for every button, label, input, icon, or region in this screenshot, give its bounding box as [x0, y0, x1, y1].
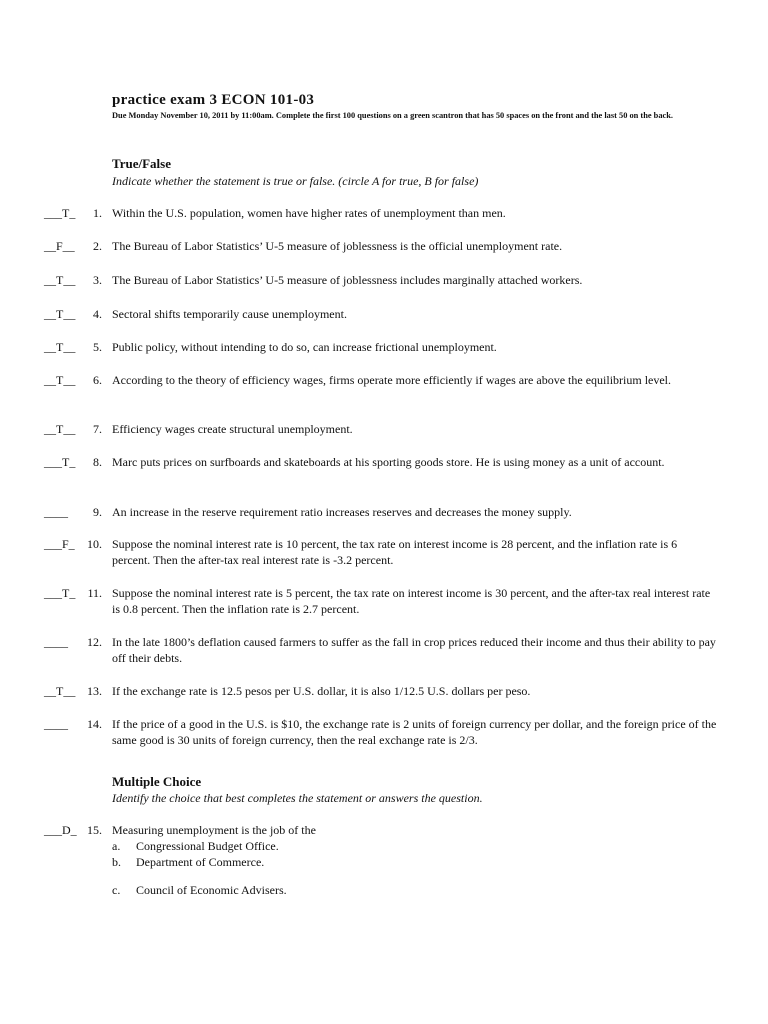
choice-text: Congressional Budget Office. [136, 839, 279, 853]
question-number: 12. [87, 635, 102, 649]
question-number: 13. [87, 684, 102, 698]
answer-blank[interactable]: ___F_ [44, 537, 75, 551]
answer-blank[interactable]: ___T_ [44, 586, 76, 600]
question-number: 10. [87, 537, 102, 551]
answer-choices [112, 838, 712, 898]
question-text: Suppose the nominal interest rate is 5 percent, the tax rate on interest income is 30 percent, and the after-tax real interest rate is 0.8 percent. Then the inflation rate is 2.7 percent. [112, 586, 711, 616]
answer-blank[interactable]: ____ [44, 505, 68, 519]
question-number: 2. [93, 239, 102, 253]
question-text: The Bureau of Labor Statistics’ U-5 measure of joblessness includes marginally attached workers. [112, 273, 583, 287]
question-number: 14. [87, 717, 102, 731]
answer-blank[interactable]: ____ [44, 635, 68, 649]
due-note: Due Monday November 10, 2011 by 11:00am. Complete the first 100 questions on a green scantron that has 50 spaces on the front and the last 50 on the back. [112, 111, 673, 120]
multiple-choice-heading: Multiple Choice [112, 774, 202, 789]
question-text: Sectoral shifts temporarily cause unemployment. [112, 307, 347, 321]
exam-title: practice exam 3 ECON 101-03 [112, 92, 315, 108]
answer-blank[interactable]: ___D_ [44, 823, 77, 837]
question-text: Measuring unemployment is the job of the [112, 823, 316, 837]
answer-blank[interactable]: __T__ [44, 307, 76, 321]
answer-blank[interactable]: ___T_ [44, 206, 76, 220]
question-text: Suppose the nominal interest rate is 10 percent, the tax rate on interest income is 28 percent, and the inflation rate is 6 percent. Then the after-tax real interest rate is -3.2 percent. [112, 537, 678, 567]
question-text: Efficiency wages create structural unemployment. [112, 422, 353, 436]
choice-letter: c. [112, 883, 121, 897]
choice-c[interactable] [112, 882, 712, 898]
question-text: Public policy, without intending to do so, can increase frictional unemployment. [112, 340, 497, 354]
answer-blank[interactable]: __T__ [44, 373, 76, 387]
question-number: 6. [93, 373, 102, 387]
answer-blank[interactable]: __F__ [44, 239, 75, 253]
question-text: Marc puts prices on surfboards and skateboards at his sporting goods store. He is using money as a unit of account. [112, 455, 665, 469]
answer-blank[interactable]: __T__ [44, 422, 76, 436]
answer-blank[interactable]: ____ [44, 717, 68, 731]
question-text: The Bureau of Labor Statistics’ U-5 measure of joblessness is the official unemployment rate. [112, 239, 563, 253]
question-number: 11. [87, 586, 102, 600]
true-false-instructions: Indicate whether the statement is true or false. (circle A for true, B for false) [112, 174, 479, 188]
choice-letter: a. [112, 839, 121, 853]
question-text: If the price of a good in the U.S. is $10, the exchange rate is 2 units of foreign currency per dollar, and the foreign price of the same good is 30 units of foreign currency, then the real exchange rate is 2/3. [112, 717, 717, 747]
question-number: 15. [87, 823, 102, 837]
question-number: 5. [93, 340, 102, 354]
question-number: 9. [93, 505, 102, 519]
answer-blank[interactable]: ___T_ [44, 455, 76, 469]
question-number: 7. [93, 422, 102, 436]
choice-letter: b. [112, 855, 121, 869]
question-number: 3. [93, 273, 102, 287]
question-text: In the late 1800’s deflation caused farmers to suffer as the fall in crop prices reduced their income and thus their ability to pay off their debts. [112, 635, 716, 665]
question-number: 8. [93, 455, 102, 469]
choice-b[interactable] [112, 854, 712, 870]
question-number: 4. [93, 307, 102, 321]
question-text: An increase in the reserve requirement ratio increases reserves and decreases the money supply. [112, 505, 572, 519]
question-text: Within the U.S. population, women have higher rates of unemployment than men. [112, 206, 506, 220]
true-false-heading: True/False [112, 156, 171, 171]
choice-text: Council of Economic Advisers. [136, 883, 287, 897]
question-number: 1. [93, 206, 102, 220]
question-text: According to the theory of efficiency wages, firms operate more efficiently if wages are above the equilibrium level. [112, 373, 672, 387]
answer-blank[interactable]: __T__ [44, 273, 76, 287]
answer-blank[interactable]: __T__ [44, 684, 76, 698]
choice-text: Department of Commerce. [136, 855, 265, 869]
question-text: If the exchange rate is 12.5 pesos per U.S. dollar, it is also 1/12.5 U.S. dollars per peso. [112, 684, 531, 698]
multiple-choice-instructions: Identify the choice that best completes the statement or answers the question. [112, 791, 483, 805]
choice-a[interactable] [112, 838, 712, 854]
answer-blank[interactable]: __T__ [44, 340, 76, 354]
